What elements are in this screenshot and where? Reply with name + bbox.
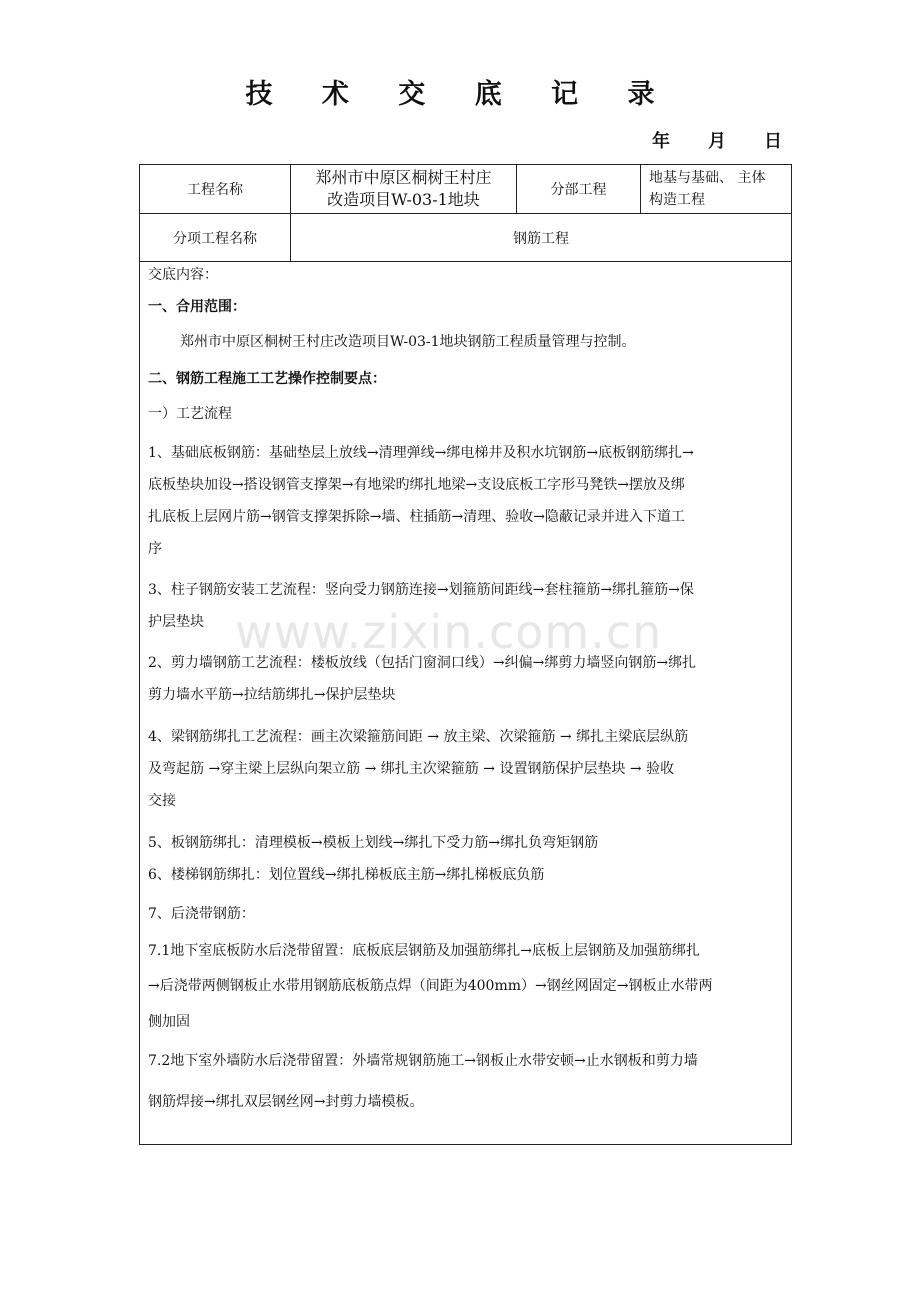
item1-line1: 1、基础底板钢筋：基础垫层上放线→清理弹线→绑电梯井及积水坑钢筋→底板钢筋绑扎→ <box>148 445 694 461</box>
section2-title: 二、钢筋工程施工工艺操作控制要点： <box>148 371 386 387</box>
content-heading: 交底内容： <box>148 267 218 283</box>
document-title: 技 术 交 底 记 录 <box>245 79 675 110</box>
item3-line1: 3、柱子钢筋安装工艺流程：竖向受力钢筋连接→划箍筋间距线→套柱箍筋→绑扎箍筋→保 <box>148 582 694 598</box>
item6: 6、楼梯钢筋绑扎：划位置线→绑扎梯板底主筋→绑扎梯板底负筋 <box>148 867 545 883</box>
item2-line1: 2、剪力墙钢筋工艺流程：楼板放线（包括门窗洞口线）→纠偏→绑剪力墙竖向钢筋→绑扎 <box>148 655 697 671</box>
division-line1: 地基与基础、 主体 <box>649 170 766 186</box>
project-name-label: 工程名称 <box>187 182 243 198</box>
date-day: 日 <box>764 131 782 152</box>
watermark: www.zixin.com.cn <box>235 605 663 659</box>
item3-line2: 护层垫块 <box>148 614 204 630</box>
item4-line3: 交接 <box>148 793 176 809</box>
item2-line2: 剪力墙水平筋→拉结筋绑扎→保护层垫块 <box>148 687 396 703</box>
project-name-line2: 改造项目W-03-1地块 <box>327 190 480 209</box>
item7-1-line1: 7.1地下室底板防水后浇带留置：底板底层钢筋及加强筋绑扎→底板上层钢筋及加强筋绑扎 <box>148 943 700 959</box>
date-year: 年 <box>652 131 670 152</box>
item7-2-line1: 7.2地下室外墙防水后浇带留置：外墙常规钢筋施工→钢板止水带安顿→止水钢板和剪力墙 <box>148 1053 698 1069</box>
item1-line2: 底板垫块加设→搭设钢管支撑架→有地梁旳绑扎地梁→支设底板工字形马凳铁→摆放及绑 <box>148 477 685 493</box>
project-name-value <box>291 165 516 213</box>
subsection-flow: 一）工艺流程 <box>148 406 232 422</box>
table-divider-2 <box>139 261 792 262</box>
item1-line3: 扎底板上层网片筋→钢管支撑架拆除→墙、柱插筋→清理、验收→隐蔽记录并进入下道工 <box>148 509 685 525</box>
item7: 7、后浇带钢筋： <box>148 906 255 922</box>
division-line2: 构造工程 <box>649 192 705 208</box>
item5: 5、板钢筋绑扎：清理模板→模板上划线→绑扎下受力筋→绑扎负弯矩钢筋 <box>148 835 599 851</box>
date-month: 月 <box>708 131 726 152</box>
item7-1-line3: 侧加固 <box>148 1014 190 1030</box>
item4-line1: 4、梁钢筋绑扎工艺流程：画主次梁箍筋间距 → 放主梁、次梁箍筋 → 绑扎主梁底层纵筋 <box>148 729 689 745</box>
subitem-value: 钢筋工程 <box>513 230 569 247</box>
item7-1-line2: →后浇带两侧钢板止水带用钢筋底板筋点焊（间距为400mm）→钢丝网固定→钢板止水带两 <box>148 978 713 994</box>
project-name-line1: 郑州市中原区桐树王村庄 <box>315 168 492 187</box>
item7-2-line2: 钢筋焊接→绑扎双层钢丝网→封剪力墙模板。 <box>148 1094 424 1110</box>
division-label: 分部工程 <box>550 182 607 198</box>
division-value <box>641 165 792 213</box>
item1-line4: 序 <box>148 541 162 557</box>
item4-line2: 及弯起筋 →穿主梁上层纵向架立筋 → 绑扎主次梁箍筋 → 设置钢筋保护层垫块 → 验收 <box>148 761 675 777</box>
section1-title: 一、合用范围： <box>148 299 246 315</box>
subitem-label: 分项工程名称 <box>173 230 257 247</box>
section1-text: 郑州市中原区桐树王村庄改造项目W-03-1地块钢筋工程质量管理与控制。 <box>180 334 636 350</box>
